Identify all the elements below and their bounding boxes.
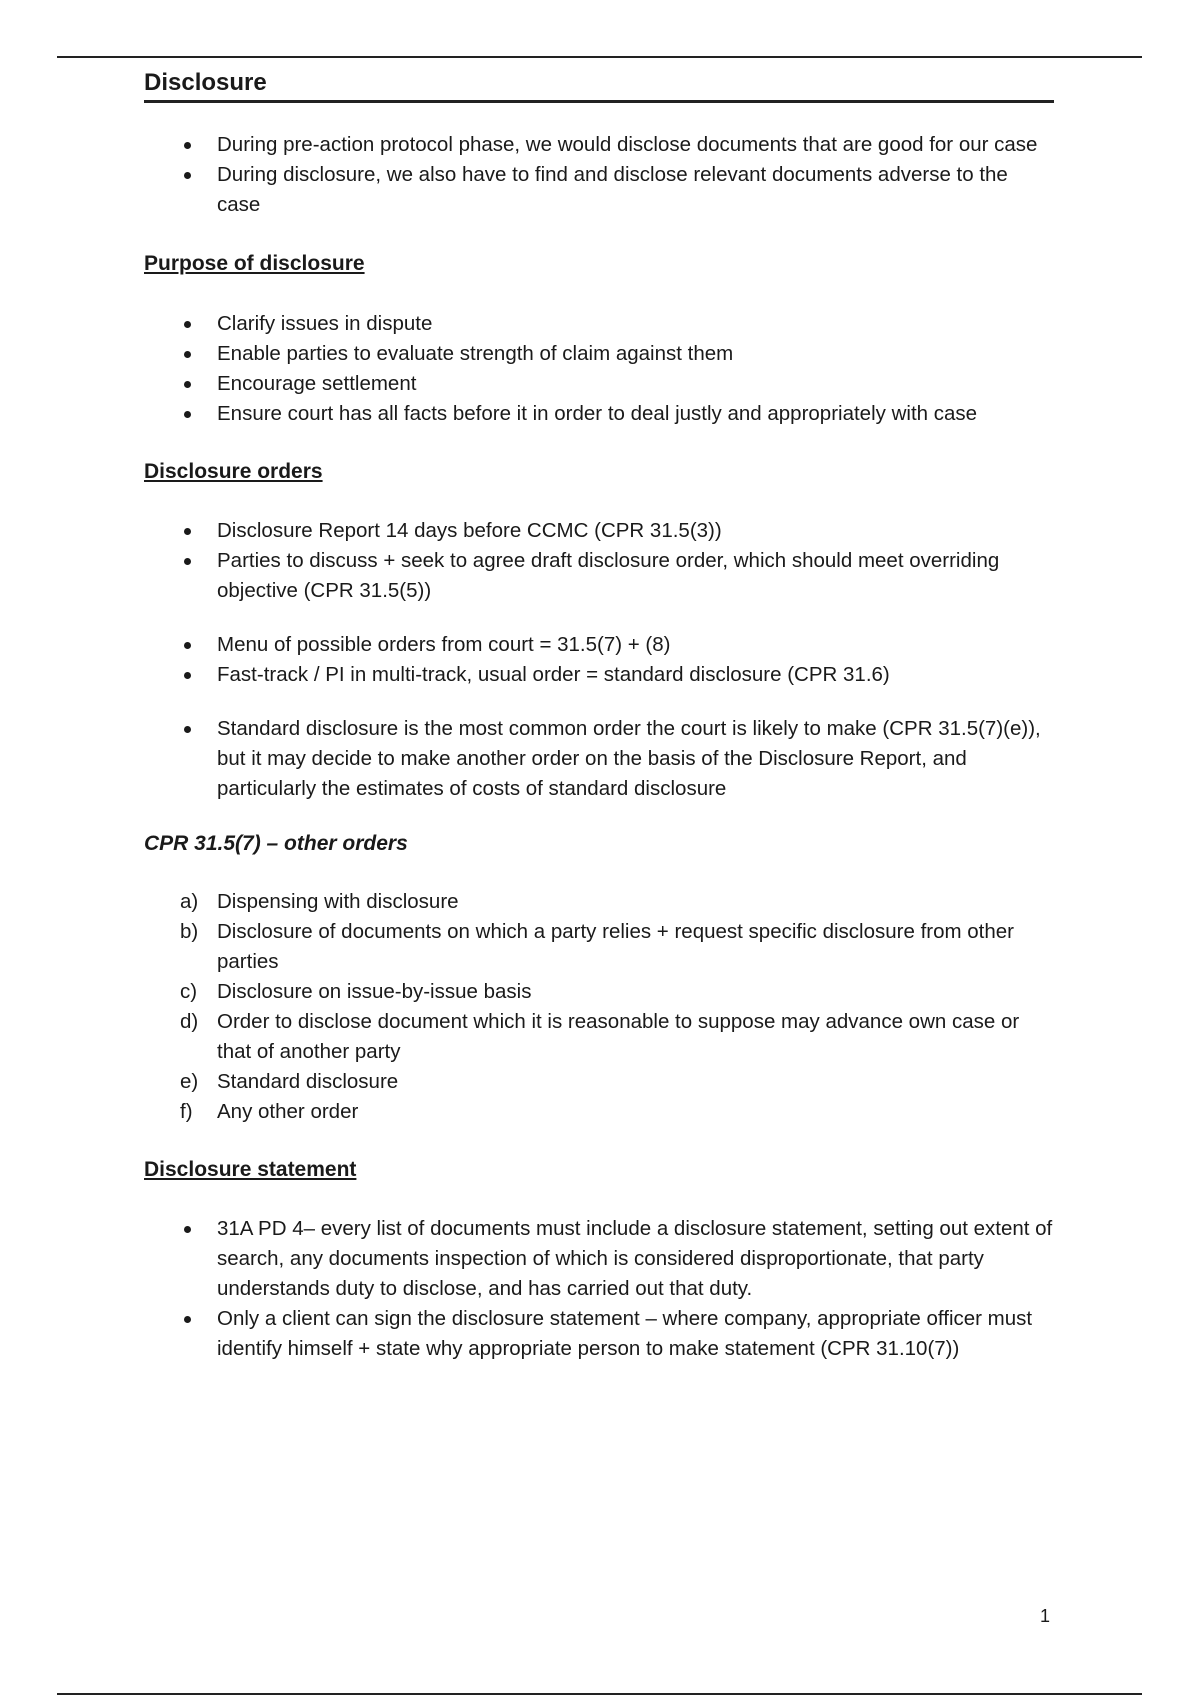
orders-heading: Disclosure orders [144, 460, 323, 483]
list-item: Parties to discuss + seek to agree draft disclosure order, which should meet overriding objective (CPR 31.5(5)) [144, 546, 1054, 606]
list-item-text: Disclosure on issue-by-issue basis [217, 980, 532, 1003]
orders-list-3 [144, 714, 1054, 804]
list-marker: c) [180, 980, 198, 1003]
document-title: Disclosure [144, 66, 1054, 103]
purpose-heading: Purpose of disclosure [144, 252, 365, 275]
list-item [144, 977, 1054, 1007]
list-item: Enable parties to evaluate strength of claim against them [144, 339, 1054, 369]
list-item: Menu of possible orders from court = 31.5(7) + (8) [144, 630, 1054, 660]
list-item: Standard disclosure is the most common order the court is likely to make (CPR 31.5(7)(e)), but it may decide to make another order on the basis of the Disclosure Report, and particularly the estimates of costs of standard disclosure [144, 714, 1054, 804]
list-item-text: Dispensing with disclosure [217, 890, 459, 913]
list-item [144, 1097, 1054, 1127]
statement-heading: Disclosure statement [144, 1158, 357, 1181]
list-item [144, 887, 1054, 917]
statement-list [144, 1214, 1054, 1364]
intro-list [144, 130, 1054, 220]
list-item: Only a client can sign the disclosure statement – where company, appropriate officer must identify himself + state why appropriate person to make statement (CPR 31.10(7)) [144, 1304, 1054, 1364]
list-item [144, 917, 1054, 977]
list-marker: f) [180, 1100, 193, 1123]
list-marker: a) [180, 890, 199, 913]
page-bottom-rule [57, 1693, 1142, 1695]
list-item: Encourage settlement [144, 369, 1054, 399]
list-item [144, 1067, 1054, 1097]
document-body [144, 66, 1054, 1364]
other-orders-list [144, 887, 1054, 1127]
page-top-rule [57, 56, 1142, 58]
list-item: Fast-track / PI in multi-track, usual order = standard disclosure (CPR 31.6) [144, 660, 1054, 690]
list-item: 31A PD 4– every list of documents must include a disclosure statement, setting out extent of search, any documents inspection of which is considered disproportionate, that party understands duty to disclose, and has carried out that duty. [144, 1214, 1054, 1304]
list-item-text: Any other order [217, 1100, 359, 1123]
orders-list-1 [144, 516, 1054, 606]
list-marker: e) [180, 1070, 199, 1093]
list-item-text: Standard disclosure [217, 1070, 399, 1093]
list-item: During pre-action protocol phase, we would disclose documents that are good for our case [144, 130, 1054, 160]
orders-list-2 [144, 630, 1054, 690]
list-item: Ensure court has all facts before it in order to deal justly and appropriately with case [144, 399, 1054, 429]
other-orders-heading: CPR 31.5(7) – other orders [144, 832, 408, 855]
list-item: Disclosure Report 14 days before CCMC (CPR 31.5(3)) [144, 516, 1054, 546]
list-marker: d) [180, 1010, 199, 1033]
list-item [144, 1007, 1054, 1067]
list-item: Clarify issues in dispute [144, 309, 1054, 339]
list-item: During disclosure, we also have to find and disclose relevant documents adverse to the case [144, 160, 1054, 220]
list-marker: b) [180, 920, 199, 943]
list-item-text: Order to disclose document which it is reasonable to suppose may advance own case or that of another party [217, 1010, 1020, 1063]
list-item-text: Disclosure of documents on which a party relies + request specific disclosure from other parties [217, 920, 1015, 973]
purpose-list [144, 309, 1054, 429]
page-number: 1 [1040, 1606, 1051, 1626]
